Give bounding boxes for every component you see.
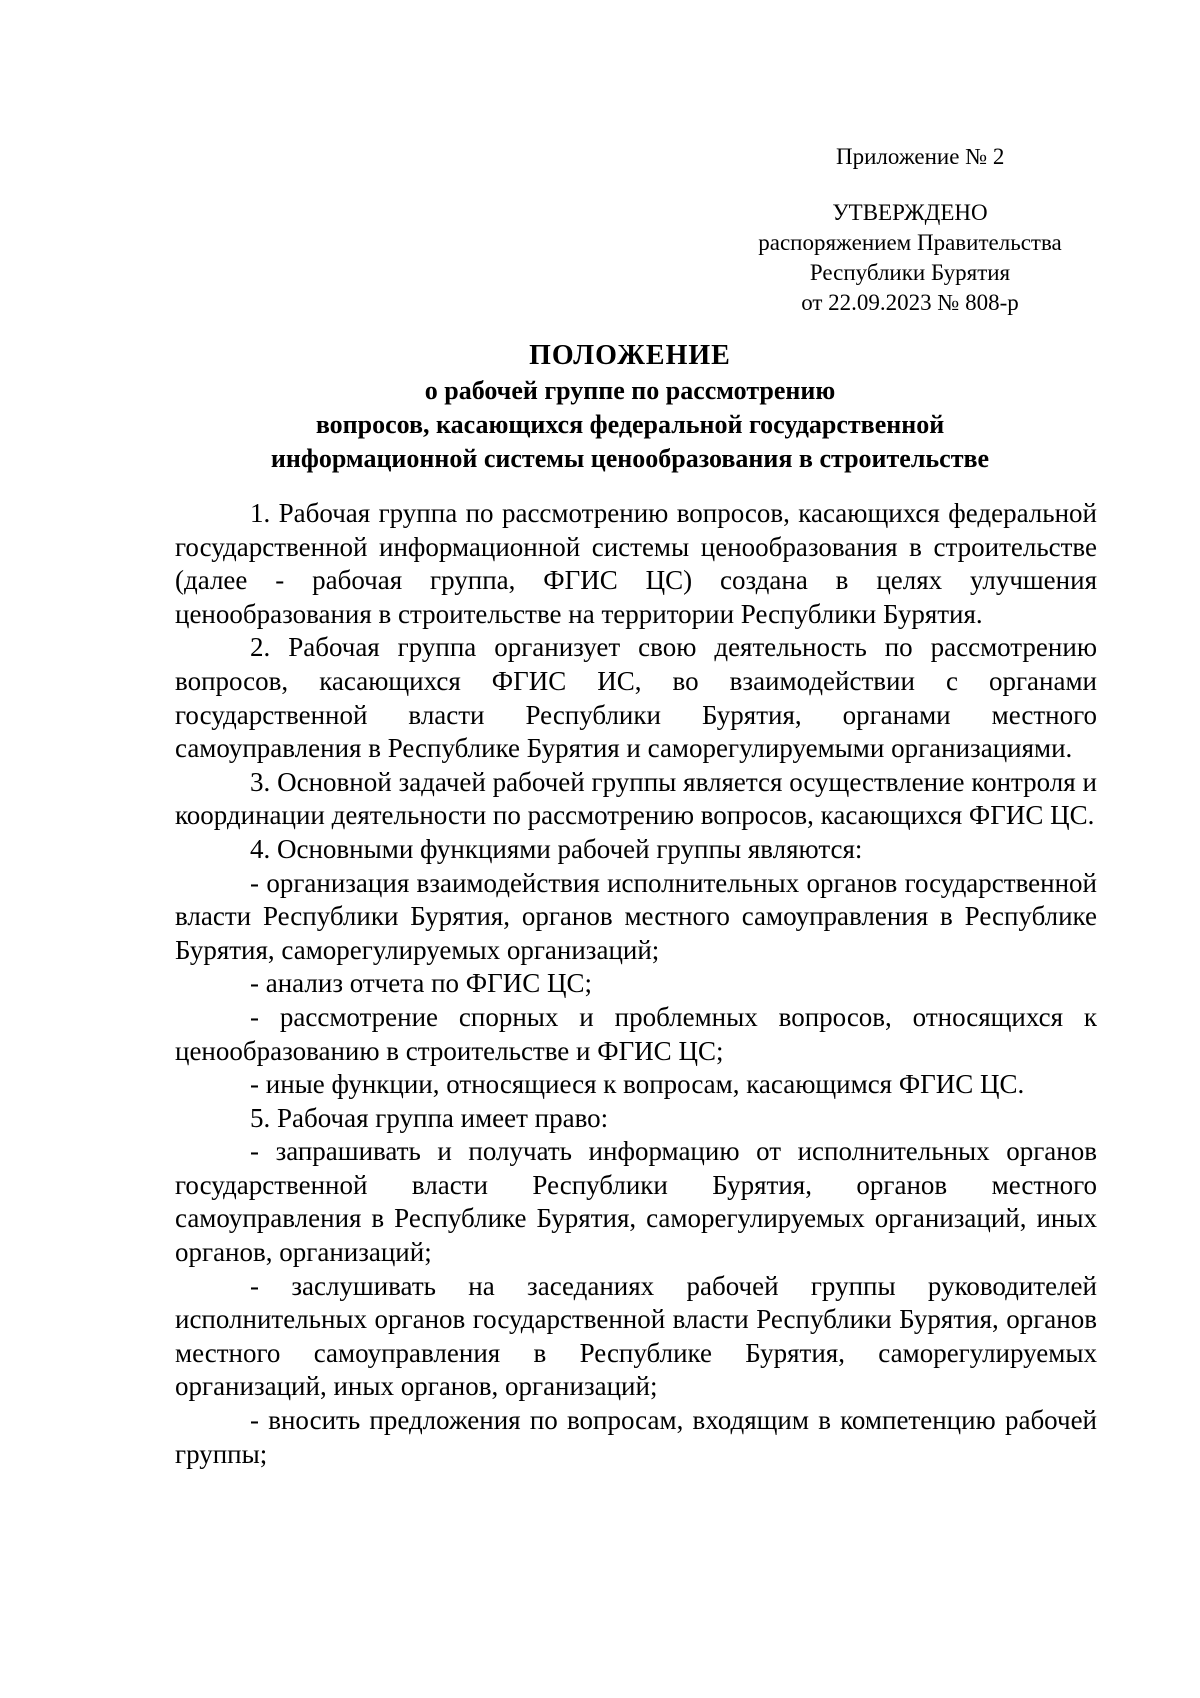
right-item-1: - запрашивать и получать информацию от исполнительных органов государственной власти Республики Бурятия, органов местного самоуправления в Республике Бурятия, саморегулируемых организаций, иных органов, организаций; (175, 1136, 1097, 1268)
paragraph-5: 5. Рабочая группа имеет право: (250, 1102, 609, 1133)
function-item-1: - организация взаимодействия исполнительных органов государственной власти Республики Бурятия, органов местного самоуправления в Республике Бурятия, саморегулируемых организаций; (175, 867, 1097, 965)
paragraph-3: 3. Основной задачей рабочей группы является осуществление контроля и координации деятельности по рассмотрению вопросов, касающихся ФГИС ЦС. (175, 766, 1097, 831)
paragraph-2: 2. Рабочая группа организует свою деятельность по рассмотрению вопросов, касающихся ФГИС ИС, во взаимодействии с органами государственной власти Республики Бурятия, органами местного самоуправления в Республике Бурятия и саморегулируемыми организациями. (175, 632, 1097, 764)
document-title (180, 338, 1080, 476)
title-main: ПОЛОЖЕНИЕ (529, 340, 731, 371)
approved-by-line-2: Республики Бурятия (809, 260, 1011, 285)
right-item-2: - заслушивать на заседаниях рабочей группы руководителей исполнительных органов государственной власти Республики Бурятия, органов местного самоуправления в Республике Бурятия, саморегулируемых организаций, иных органов, организаций; (175, 1270, 1097, 1402)
paragraph-4: 4. Основными функциями рабочей группы являются: (250, 833, 863, 864)
function-item-3: - рассмотрение спорных и проблемных вопросов, относящихся к ценообразованию в строительстве и ФГИС ЦС; (175, 1001, 1097, 1066)
document-body (175, 497, 1097, 1471)
annex-number: Приложение № 2 (836, 144, 1005, 169)
function-item-4: - иные функции, относящиеся к вопросам, касающимся ФГИС ЦС. (250, 1069, 1025, 1100)
title-line-1: о рабочей группе по рассмотрению (424, 376, 836, 405)
approval-block (700, 198, 1120, 318)
approved-label: УТВЕРЖДЕНО (832, 200, 988, 225)
title-line-3: информационной системы ценообразования в строительстве (270, 444, 990, 473)
approved-date: от 22.09.2023 № 808-р (801, 290, 1019, 315)
paragraph-1: 1. Рабочая группа по рассмотрению вопросов, касающихся федеральной государственной информационной системы ценообразования в строительстве (далее - рабочая группа, ФГИС ЦС) создана в целях улучшения ценообразования в строительстве на территории Республики Бурятия. (175, 498, 1097, 629)
right-item-3: - вносить предложения по вопросам, входящим в компетенцию рабочей группы; (175, 1405, 1097, 1469)
approved-by-line-1: распоряжением Правительства (758, 230, 1062, 255)
title-line-2: вопросов, касающихся федеральной государственной (315, 410, 945, 439)
function-item-2: - анализ отчета по ФГИС ЦС; (250, 968, 593, 999)
